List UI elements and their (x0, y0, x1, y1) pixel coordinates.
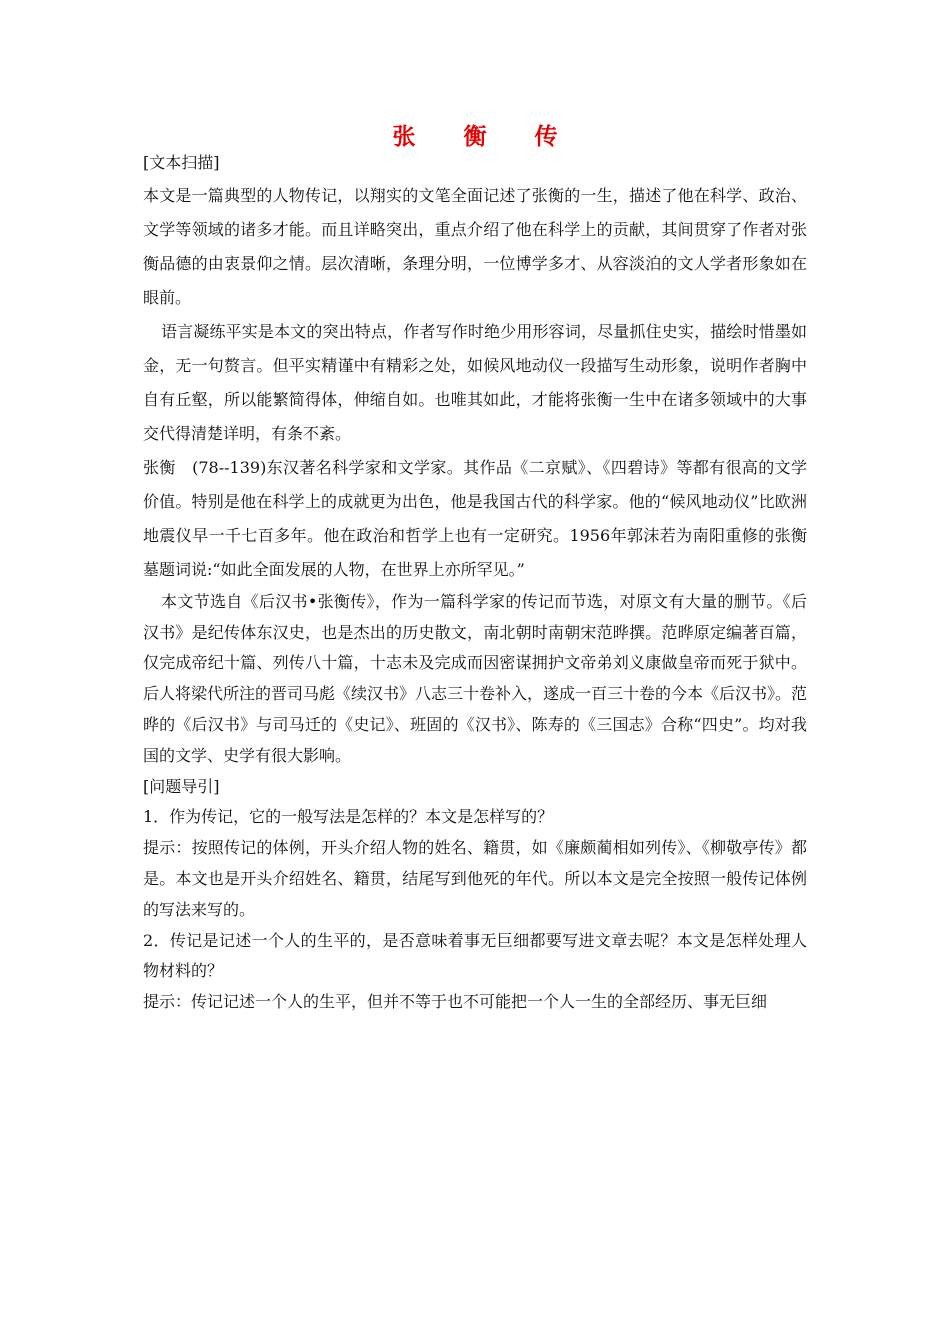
section-heading-guide: [问题导引] (143, 776, 220, 796)
paragraph-language: 语言凝练平实是本文的突出特点，作者写作时绝少用形容词，尽量抓住史实，描绘时惜墨如金，无一句赘言。但平实精谨中有精彩之处，如候风地动仪一段描写生动形象，说明作者胸中自有丘壑，所以能繁简得体，伸缩自如。也唯其如此，才能将张衡一生中在诸多领域中的大事交代得清楚详明，有条不紊。 (143, 321, 807, 443)
paragraph-summary: 本文是一篇典型的人物传记，以翔实的文笔全面记述了张衡的一生，描述了他在科学、政治、文学等领域的诸多才能。而且详略突出，重点介绍了他在科学上的贡献，其间贯穿了作者对张衡品德的由衷景仰之情。层次清晰，条理分明，一位博学多才、从容淡泊的文人学者形象如在眼前。 (143, 185, 807, 307)
answer-1: 提示：按照传记的体例，开头介绍人物的姓名、籍贯，如《廉颇蔺相如列传》、《柳敬亭传》都是。本文也是开头介绍姓名、籍贯，结尾写到他死的年代。所以本文是完全按照一般传记体例的写法来写的。 (143, 838, 807, 919)
answer-2: 提示：传记记述一个人的生平，但并不等于也不可能把一个人一生的全部经历、事无巨细 (143, 992, 768, 1012)
question-2: 2．传记是记述一个人的生平的，是否意味着事无巨细都要写进文章去呢？本文是怎样处理人物材料的？ (143, 930, 807, 981)
question-1: 1．作为传记，它的一般写法是怎样的？本文是怎样写的？ (143, 807, 554, 827)
section-heading-scan: [文本扫描] (143, 153, 220, 172)
paragraph-source: 本文节选自《后汉书•张衡传》，作为一篇科学家的传记而节选，对原文有大量的删节。《后汉书》是纪传体东汉史，也是杰出的历史散文，南北朝时南朝宋范晔撰。范晔原定编著百篇，仅完成帝纪十篇、列传八十篇，十志未及完成而因密谋拥护文帝弟刘义康做皇帝而死于狱中。后人将梁代所注的晋司马彪《续汉书》八志三十卷补入，遂成一百三十卷的今本《后汉书》。范晔的《后汉书》与司马迁的《史记》、班固的《汉书》、陈寿的《三国志》合称“四史”。均对我国的文学、史学有很大影响。 (143, 591, 808, 765)
document-title: 张 衡 传 (392, 123, 578, 150)
paragraph-author-bio: 张衡 (78--139)东汉著名科学家和文学家。其作品《二京赋》、《四碧诗》等都有很高的文学价值。特别是他在科学上的成就更为出色，他是我国古代的科学家。他的“候风地动仪”比欧洲地震仪早一千七百多年。他在政治和哲学上也有一定研究。1956年郭沫若为南阳重修的张衡墓题词说:“如此全面发展的人物，在世界上亦所罕见。” (143, 457, 807, 579)
document-body (143, 148, 807, 1018)
